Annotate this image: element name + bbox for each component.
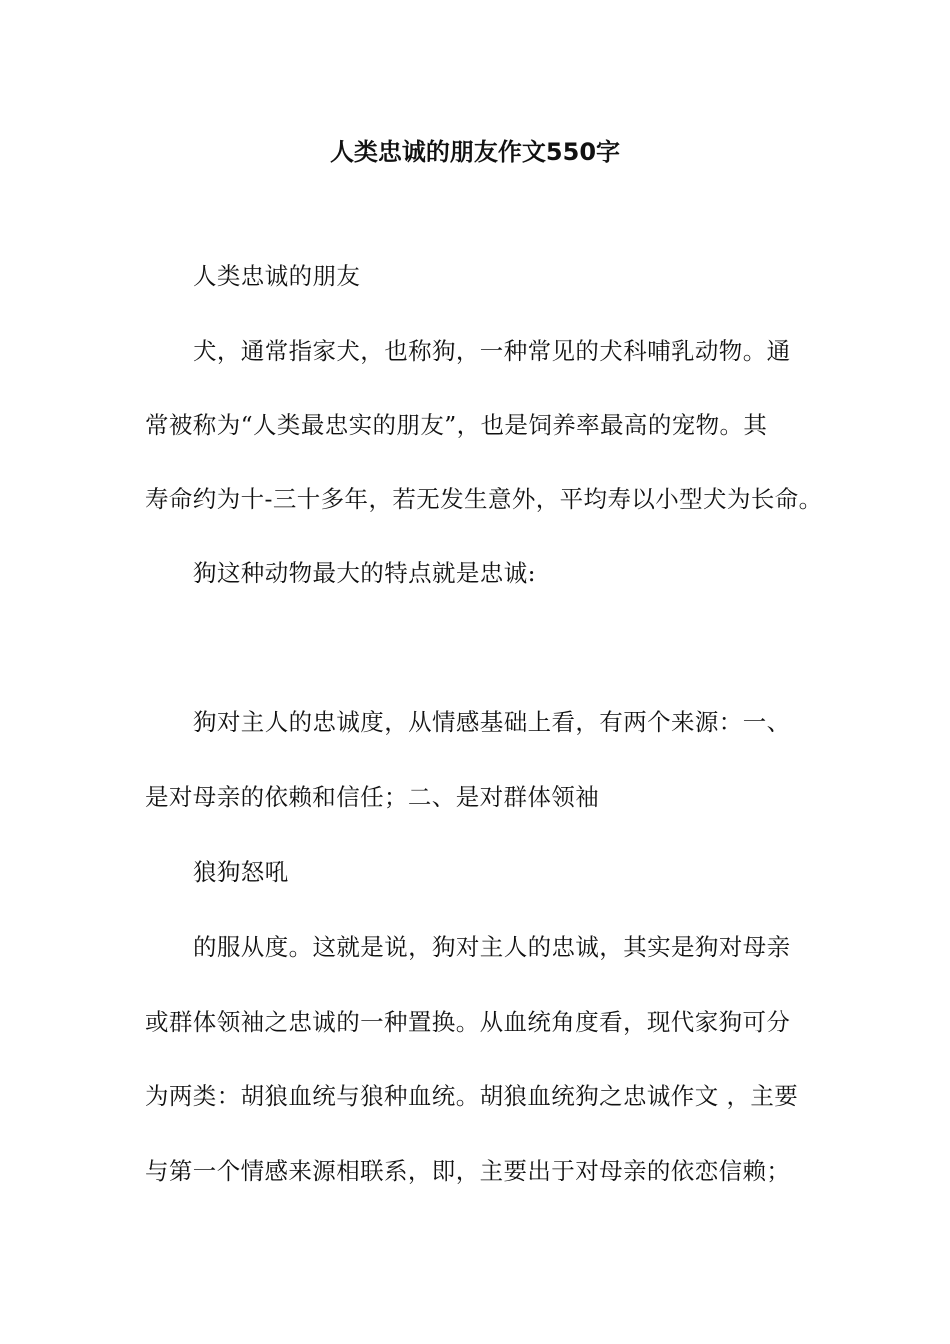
paragraph-line: 是对母亲的依赖和信任；二、是对群体领袖 — [145, 783, 600, 811]
paragraph-line: 狗对主人的忠诚度，从情感基础上看，有两个来源：一、 — [193, 708, 791, 736]
paragraph-line: 常被称为“人类最忠实的朋友”，也是饲养率最高的宠物。其 — [145, 411, 768, 439]
paragraph-line: 狗这种动物最大的特点就是忠诚: — [193, 559, 536, 587]
paragraph-line: 犬，通常指家犬，也称狗，一种常见的犬科哺乳动物。通 — [193, 337, 791, 365]
document-title: 人类忠诚的朋友作文550字 — [329, 138, 621, 166]
paragraph-line: 与第一个情感来源相联系，即，主要出于对母亲的依恋信赖； — [145, 1157, 791, 1185]
paragraph-line: 的服从度。这就是说，狗对主人的忠诚，其实是狗对母亲 — [193, 933, 791, 961]
paragraph-line: 为两类：胡狼血统与狼种血统。胡狼血统狗之忠诚作文 ，主要 — [145, 1082, 799, 1110]
paragraph-line: 狼狗怒吼 — [193, 858, 289, 886]
paragraph-line: 寿命约为十-三十多年，若无发生意外，平均寿以小型犬为长命。 — [145, 485, 823, 513]
paragraph-line: 人类忠诚的朋友 — [193, 262, 361, 290]
paragraph-line: 或群体领袖之忠诚的一种置换。从血统角度看，现代家狗可分 — [145, 1008, 791, 1036]
